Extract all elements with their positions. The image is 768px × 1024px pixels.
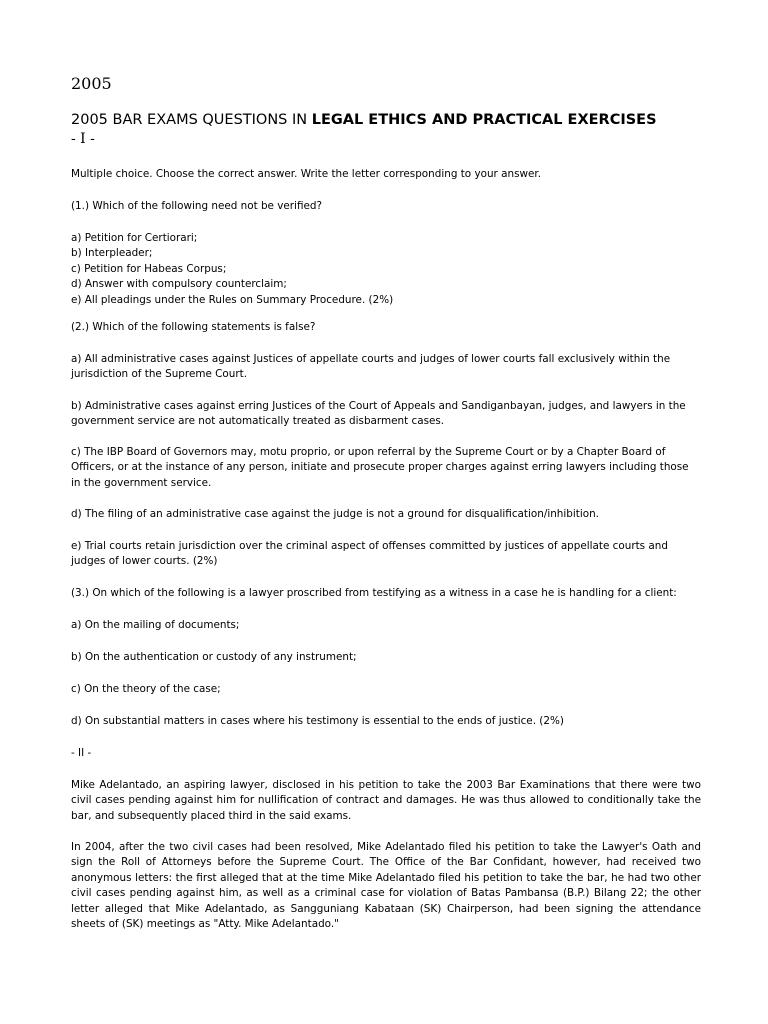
question-2: (2.) Which of the following statements is false? [71, 321, 316, 333]
paragraph-1: Mike Adelantado, an aspiring lawyer, disclosed in his petition to take the 2003 Bar Examinations that there were two civil cases pending against him for nullification of contract and damages. He was thus allowed to conditionally take the bar, and subsequently placed third in the said exams. [71, 779, 701, 822]
question-1: (1.) Which of the following need not be verified? [71, 200, 322, 212]
part-one-marker: - I - [71, 131, 95, 147]
choice-3b: b) On the authentication or custody of any instrument; [71, 651, 357, 663]
choice-3a: a) On the mailing of documents; [71, 619, 240, 631]
choice-3d: d) On substantial matters in cases where his testimony is essential to the ends of justice. (2%) [71, 715, 564, 727]
choice-3c: c) On the theory of the case; [71, 683, 221, 695]
choice-1c: c) Petition for Habeas Corpus; [71, 262, 227, 275]
heading-subject: LEGAL ETHICS AND PRACTICAL EXERCISES [311, 112, 657, 128]
choice-1a: a) Petition for Certiorari; [71, 232, 198, 244]
part-two-marker: - II - [71, 747, 92, 759]
choice-2a: a) All administrative cases against Justices of appellate courts and judges of lower courts fall exclusively within the jurisdiction of the Supreme Court. [71, 353, 671, 381]
choice-2e: e) Trial courts retain jurisdiction over the criminal aspect of offenses committed by justices of appellate courts and judges of lower courts. (2%) [71, 540, 668, 568]
choice-2b: b) Administrative cases against erring Justices of the Court of Appeals and Sandiganbayan, judges, and lawyers in the government service are not automatically treated as disbarment cases. [71, 400, 686, 428]
instructions: Multiple choice. Choose the correct answer. Write the letter corresponding to your answer. [71, 168, 541, 180]
choice-1d: d) Answer with compulsory counterclaim; [71, 278, 287, 291]
heading-prefix: 2005 BAR EXAMS QUESTIONS IN [71, 112, 312, 128]
document-heading [71, 112, 711, 128]
question-1-choices [71, 231, 701, 308]
choice-2d: d) The filing of an administrative case against the judge is not a ground for disqualification/inhibition. [71, 508, 599, 520]
document-year: 2005 [71, 74, 112, 93]
question-3: (3.) On which of the following is a lawyer proscribed from testifying as a witness in a case he is handling for a client: [71, 587, 677, 599]
paragraph-2: In 2004, after the two civil cases had been resolved, Mike Adelantado filed his petition to take the Lawyer's Oath and sign the Roll of Attorneys before the Supreme Court. The Office of the Bar Confidant, however, had received two anonymous letters: the first alleged that at the time Mike Adelantado filed his petition to take the bar, he had two other civil cases pending against him, as well as a criminal case for violation of Batas Pambansa (B.P.) Bilang 22; the other letter alleged that Mike Adelantado, as Sangguniang Kabataan (SK) Chairperson, had been signing the attendance sheets of (SK) meetings as "Atty. Mike Adelantado." [71, 841, 701, 931]
choice-2c: c) The IBP Board of Governors may, motu proprio, or upon referral by the Supreme Court or by a Chapter Board of Officers, or at the instance of any person, initiate and prosecute proper charges against erring lawyers including those in the government service. [71, 446, 689, 489]
choice-1b: b) Interpleader; [71, 247, 153, 260]
choice-1e: e) All pleadings under the Rules on Summary Procedure. (2%) [71, 293, 394, 306]
